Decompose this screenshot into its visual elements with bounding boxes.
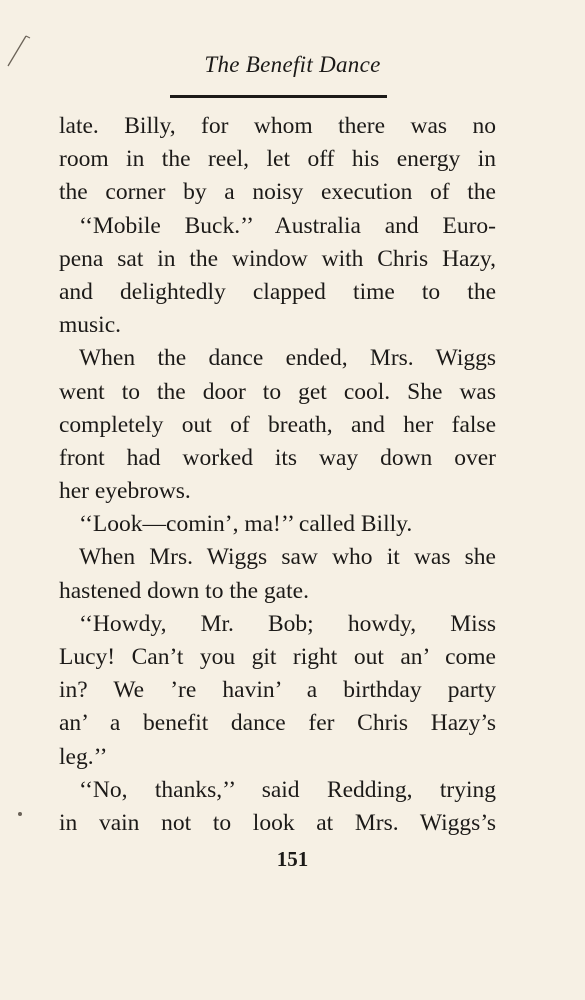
text-line: her eyebrows. bbox=[59, 478, 191, 505]
running-title: The Benefit Dance bbox=[204, 52, 381, 77]
text-line: in vain not to look at Mrs. Wiggs’s bbox=[59, 809, 496, 836]
text-line: ‘‘No, thanks,’’ said Redding, trying bbox=[79, 776, 496, 803]
text-line: and delightedly clapped time to the bbox=[59, 278, 496, 305]
text-line: front had worked its way down over bbox=[59, 444, 496, 471]
text-line: ‘‘Howdy, Mr. Bob; howdy, Miss bbox=[79, 610, 496, 637]
text-line: in? We ’re havin’ a birthday party bbox=[59, 677, 496, 704]
body-text bbox=[59, 110, 496, 840]
text-line: pena sat in the window with Chris Hazy, bbox=[59, 245, 496, 272]
text-line: When the dance ended, Mrs. Wiggs bbox=[79, 345, 496, 372]
text-line: went to the door to get cool. She was bbox=[59, 378, 496, 405]
text-line: completely out of breath, and her false bbox=[59, 411, 496, 438]
text-line: hastened down to the gate. bbox=[59, 577, 309, 604]
text-line: ‘‘Mobile Buck.’’ Australia and Euro- bbox=[79, 212, 496, 239]
text-line: the corner by a noisy execution of the bbox=[59, 179, 496, 206]
text-line: late. Billy, for whom there was no bbox=[59, 113, 496, 139]
text-line: leg.’’ bbox=[59, 743, 108, 770]
page-number: 151 bbox=[276, 847, 309, 871]
text-line: room in the reel, let off his energy in bbox=[59, 146, 496, 173]
text-line: When Mrs. Wiggs saw who it was she bbox=[79, 544, 496, 571]
paper-speck bbox=[18, 812, 22, 816]
text-line: Lucy! Can’t you git right out an’ come bbox=[59, 644, 496, 670]
header-rule bbox=[170, 95, 387, 98]
text-line: music. bbox=[59, 312, 122, 339]
text-line: ‘‘Look—comin’, ma!’’ called Billy. bbox=[79, 511, 413, 538]
text-line: an’ a benefit dance fer Chris Hazy’s bbox=[59, 710, 496, 737]
